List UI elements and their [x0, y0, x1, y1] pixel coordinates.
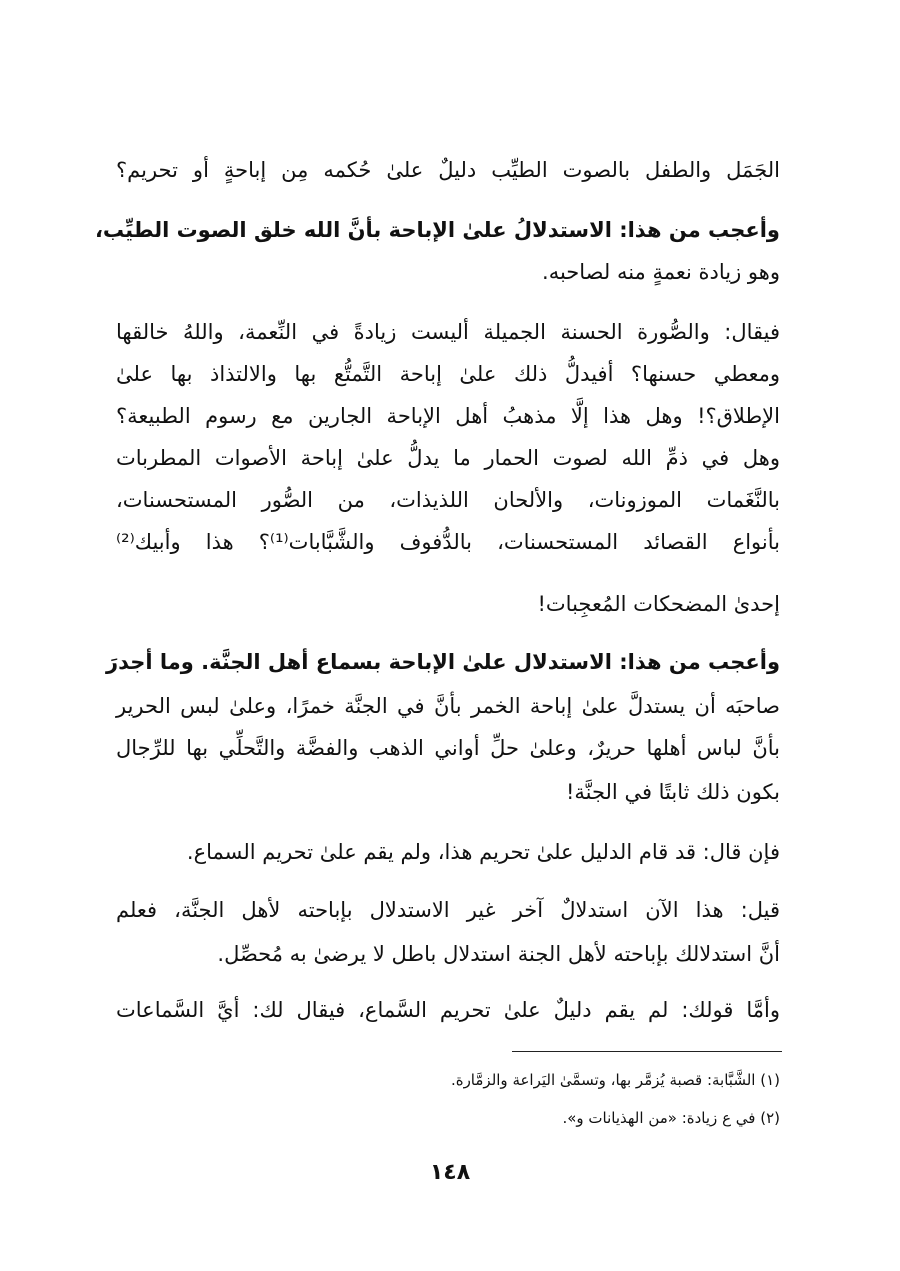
text-line-6: الإطلاق؟! وهل هذا إلَّا مذهبُ أهل الإباحة الجارين مع رسوم الطبيعة؟: [116, 404, 780, 428]
text-line-15: فإن قال: قد قام الدليل علىٰ تحريم هذا، ولم يقم علىٰ تحريم السماع.: [186, 840, 780, 864]
text-line-7: وهل في ذمِّ الله لصوت الحمار ما يدلُّ علىٰ إباحة الأصوات المطربات: [116, 446, 780, 470]
text-line-16: قيل: هذا الآن استدلالٌ آخر غير الاستدلال بإباحته لأهل الجنَّة، فعلم: [116, 898, 780, 922]
text-line-12: صاحبَه أن يستدلَّ علىٰ إباحة الخمر بأنَّ في الجنَّة خمرًا، وعلىٰ لبس الحرير: [116, 694, 780, 718]
text-line-1: الجَمَل والطفل بالصوت الطيِّب دليلٌ علىٰ حُكمه مِن إباحةٍ أو تحريم؟: [116, 158, 780, 182]
text-line-5: ومعطي حسنها؟ أفيدلُّ ذلك علىٰ إباحة التَّمتُّع بها والالتذاذ بها علىٰ: [116, 362, 780, 386]
page-number: ١٤٨: [429, 1160, 471, 1185]
text-line-10: إحدىٰ المضحكات المُعجِبات!: [537, 592, 780, 616]
footnote-separator: [512, 1051, 782, 1052]
footnote-1: (١) الشَّبَّابة: قصبة يُزمَّر بها، وتسمَّىٰ اليَراعة والزمَّارة.: [450, 1071, 780, 1089]
text-line-18: وأمَّا قولك: لم يقم دليلٌ علىٰ تحريم السَّماع، فيقال لك: أيَّ السَّماعات: [116, 998, 780, 1022]
text-line-13: بأنَّ لباس أهلها حريرٌ، وعلىٰ حلِّ أواني الذهب والفضَّة والتَّحلِّي بها للرِّجال: [116, 736, 780, 760]
text-line-8: بالنَّغَمات الموزونات، والألحان اللذيذات، من الصُّور المستحسنات،: [116, 488, 780, 512]
text-line-14: بكون ذلك ثابتًا في الجنَّة!: [565, 780, 780, 804]
text-line-2: وأعجب من هذا: الاستدلالُ علىٰ الإباحة بأنَّ الله خلق الصوت الطيِّب،: [94, 218, 780, 242]
text-line-4: فيقال: والصُّورة الحسنة الجميلة أليست زيادةً في النِّعمة، واللهُ خالقها: [116, 320, 780, 344]
text-line-11: وأعجب من هذا: الاستدلال علىٰ الإباحة بسماع أهل الجنَّة. وما أجدرَ: [105, 650, 780, 674]
footnote-2: (٢) في ع زيادة: «من الهذيانات و».: [562, 1109, 780, 1127]
text-line-17: أنَّ استدلالك بإباحته لأهل الجنة استدلال باطل لا يرضىٰ به مُحصِّل.: [217, 942, 780, 966]
text-line-9: بأنواع القصائد المستحسنات، بالدُّفوف والشَّبَّابات⁽¹⁾؟ هذا وأبيك⁽²⁾: [116, 530, 780, 554]
text-line-3: وهو زيادة نعمةٍ منه لصاحبه.: [542, 260, 780, 284]
